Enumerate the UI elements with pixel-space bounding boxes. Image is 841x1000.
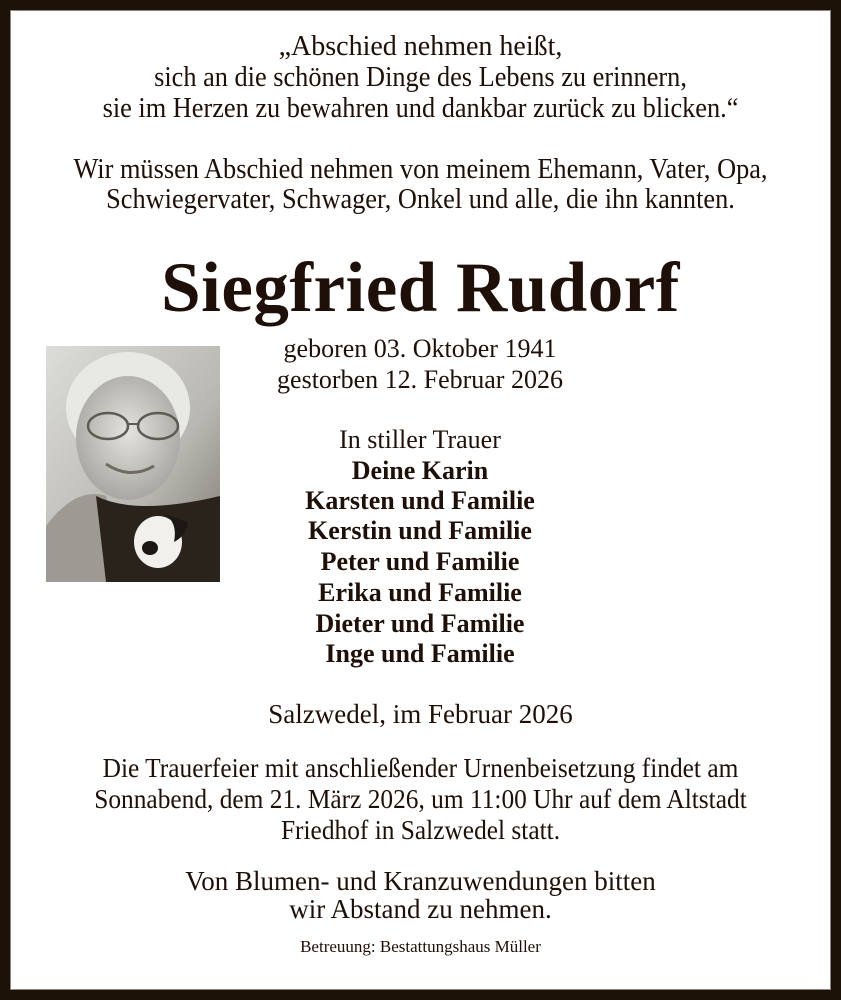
- intro-line-1: Wir müssen Abschied nehmen von meinem Ehemann, Vater, Opa,: [73, 154, 768, 185]
- ceremony-line-3: Friedhof in Salzwedel statt.: [280, 815, 561, 845]
- request-line-2: wir Abstand zu nehmen.: [289, 894, 552, 924]
- mourning-heading: In stiller Trauer: [339, 425, 501, 454]
- mourner-name: Inge und Familie: [325, 639, 515, 668]
- place-date: Salzwedel, im Februar 2026: [268, 699, 573, 729]
- mourner-name: Dieter und Familie: [315, 609, 525, 638]
- request-line-1: Von Blumen- und Kranzuwendungen bitten: [185, 866, 656, 896]
- mourner-name: Peter und Familie: [320, 547, 520, 576]
- quote-line-3: sie im Herzen zu bewahren und dankbar zurück zu blicken.“: [102, 93, 739, 124]
- ceremony-line-1: Die Trauerfeier mit anschließender Urnenbeisetzung findet am: [102, 753, 739, 783]
- mourner-name: Karsten und Familie: [305, 486, 535, 515]
- funeral-home-credit: Betreuung: Bestattungshaus Müller: [300, 937, 541, 956]
- mourner-name: Kerstin und Familie: [308, 516, 532, 545]
- portrait-photo: [46, 346, 220, 582]
- mourner-name: Deine Karin: [351, 456, 489, 485]
- birth-date: geboren 03. Oktober 1941: [283, 334, 557, 363]
- intro-line-2: Schwiegervater, Schwager, Onkel und alle, die ihn kannten.: [106, 184, 735, 215]
- quote-line-1: „Abschied nehmen heißt,: [278, 31, 563, 62]
- portrait-image: [46, 346, 220, 582]
- deceased-name: Siegfried Rudorf: [161, 249, 680, 327]
- mourner-name: Erika und Familie: [318, 578, 522, 607]
- ceremony-line-2: Sonnabend, dem 21. März 2026, um 11:00 Uhr auf dem Altstadt: [94, 784, 747, 814]
- death-date: gestorben 12. Februar 2026: [277, 365, 563, 394]
- quote-line-2: sich an die schönen Dinge des Lebens zu erinnern,: [154, 62, 687, 93]
